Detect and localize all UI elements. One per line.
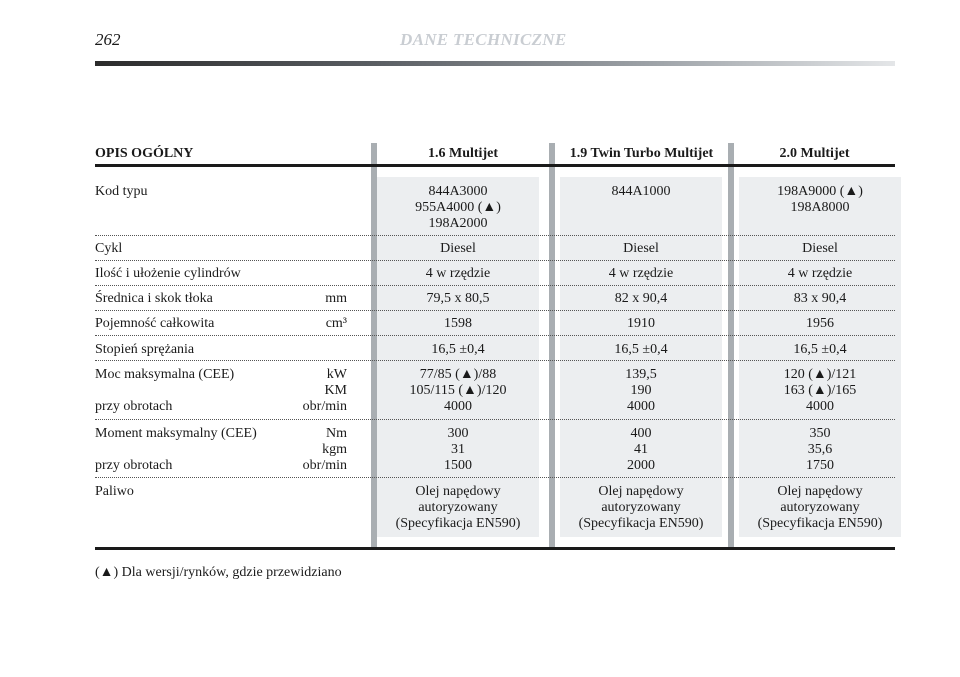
row-unit: KM bbox=[324, 383, 347, 398]
table-cell-value: 77/85 (▲)/88 bbox=[419, 367, 497, 382]
table-cell-value: 163 (▲)/165 bbox=[783, 383, 857, 398]
table-cell-value: (Specyfikacja EN590) bbox=[578, 516, 704, 531]
row-label: Moment maksymalny (CEE) bbox=[95, 426, 257, 441]
row-separator bbox=[95, 235, 895, 236]
page-header-title: DANE TECHNICZNE bbox=[400, 30, 567, 49]
row-label: Kod typu bbox=[95, 184, 148, 199]
table-cell-value: 190 bbox=[630, 383, 652, 398]
table-cell-value: Olej napędowy bbox=[415, 484, 501, 499]
table-cell-value: autoryzowany bbox=[601, 500, 681, 515]
table-header-engine-2-0: 2.0 Multijet bbox=[779, 146, 850, 161]
row-label: Stopień sprężania bbox=[95, 342, 195, 357]
table-cell-value: 1750 bbox=[806, 458, 834, 473]
row-separator bbox=[95, 477, 895, 478]
row-separator bbox=[95, 310, 895, 311]
header-rule bbox=[95, 61, 895, 66]
table-cell-value: 955A4000 (▲) bbox=[415, 200, 501, 215]
row-label: przy obrotach bbox=[95, 399, 173, 414]
row-separator bbox=[95, 335, 895, 336]
table-cell-value: 4 w rzędzie bbox=[425, 266, 491, 281]
table-cell-value: Diesel bbox=[623, 241, 659, 256]
table-cell-value: 79,5 x 80,5 bbox=[426, 291, 490, 306]
table-cell-value: 4 w rzędzie bbox=[787, 266, 853, 281]
row-separator bbox=[95, 419, 895, 420]
row-separator bbox=[95, 260, 895, 261]
table-cell-value: Diesel bbox=[802, 241, 838, 256]
table-cell-value: 82 x 90,4 bbox=[614, 291, 668, 306]
table-cell-value: 2000 bbox=[627, 458, 655, 473]
column-divider bbox=[549, 143, 555, 548]
table-cell-value: 1500 bbox=[444, 458, 472, 473]
row-separator bbox=[95, 360, 895, 361]
table-header-rule bbox=[95, 164, 895, 167]
row-unit: kgm bbox=[322, 442, 347, 457]
table-cell-value: 41 bbox=[634, 442, 648, 457]
table-cell-value: 105/115 (▲)/120 bbox=[409, 383, 507, 398]
row-label: Moc maksymalna (CEE) bbox=[95, 367, 235, 382]
row-unit: obr/min bbox=[302, 458, 347, 473]
table-cell-value: 139,5 bbox=[625, 367, 657, 382]
row-label: Paliwo bbox=[95, 484, 134, 499]
table-cell-value: 16,5 ±0,4 bbox=[614, 342, 668, 357]
row-unit: cm³ bbox=[325, 316, 347, 331]
row-unit: kW bbox=[326, 367, 347, 382]
table-cell-value: 198A9000 (▲) bbox=[777, 184, 863, 199]
table-cell-value: autoryzowany bbox=[418, 500, 498, 515]
table-cell-value: 300 bbox=[447, 426, 469, 441]
table-cell-value: 16,5 ±0,4 bbox=[793, 342, 847, 357]
row-label: Pojemność całkowita bbox=[95, 316, 215, 331]
table-header-engine-1-9: 1.9 Twin Turbo Multijet bbox=[569, 146, 714, 161]
table-cell-value: 844A1000 bbox=[611, 184, 671, 199]
row-unit: mm bbox=[325, 291, 347, 306]
table-cell-value: 31 bbox=[451, 442, 465, 457]
table-cell-value: (Specyfikacja EN590) bbox=[395, 516, 521, 531]
row-label: przy obrotach bbox=[95, 458, 173, 473]
table-cell-value: 350 bbox=[809, 426, 831, 441]
table-cell-value: Olej napędowy bbox=[598, 484, 684, 499]
table-cell-value: 4000 bbox=[444, 399, 472, 414]
table-cell-value: 198A2000 bbox=[428, 216, 488, 231]
table-header-description: OPIS OGÓLNY bbox=[95, 146, 194, 161]
table-cell-value: 4000 bbox=[627, 399, 655, 414]
table-cell-value: autoryzowany bbox=[780, 500, 860, 515]
table-cell-value: 120 (▲)/121 bbox=[783, 367, 857, 382]
table-cell-value: 400 bbox=[630, 426, 652, 441]
table-cell-value: 1598 bbox=[444, 316, 472, 331]
page-number: 262 bbox=[95, 30, 121, 49]
footnote: (▲) Dla wersji/rynków, gdzie przewidziano bbox=[95, 565, 342, 580]
row-label: Cykl bbox=[95, 241, 123, 256]
table-cell-value: (Specyfikacja EN590) bbox=[757, 516, 883, 531]
row-label: Średnica i skok tłoka bbox=[95, 291, 213, 306]
table-cell-value: 35,6 bbox=[807, 442, 833, 457]
table-cell-value: Diesel bbox=[440, 241, 476, 256]
table-cell-value: 4000 bbox=[806, 399, 834, 414]
table-cell-value: 198A8000 bbox=[790, 200, 850, 215]
column-divider bbox=[728, 143, 734, 548]
table-cell-value: 1910 bbox=[627, 316, 655, 331]
table-cell-value: 4 w rzędzie bbox=[608, 266, 674, 281]
table-cell-value: 1956 bbox=[806, 316, 834, 331]
table-cell-value: 16,5 ±0,4 bbox=[431, 342, 485, 357]
row-unit: Nm bbox=[326, 426, 347, 441]
row-separator bbox=[95, 285, 895, 286]
table-cell-value: 83 x 90,4 bbox=[793, 291, 847, 306]
table-header-engine-1-6: 1.6 Multijet bbox=[428, 146, 498, 161]
table-cell-value: Olej napędowy bbox=[777, 484, 863, 499]
table-bottom-rule bbox=[95, 547, 895, 550]
table-cell-value: 844A3000 bbox=[428, 184, 488, 199]
row-label: Ilość i ułożenie cylindrów bbox=[95, 266, 241, 281]
row-unit: obr/min bbox=[302, 399, 347, 414]
